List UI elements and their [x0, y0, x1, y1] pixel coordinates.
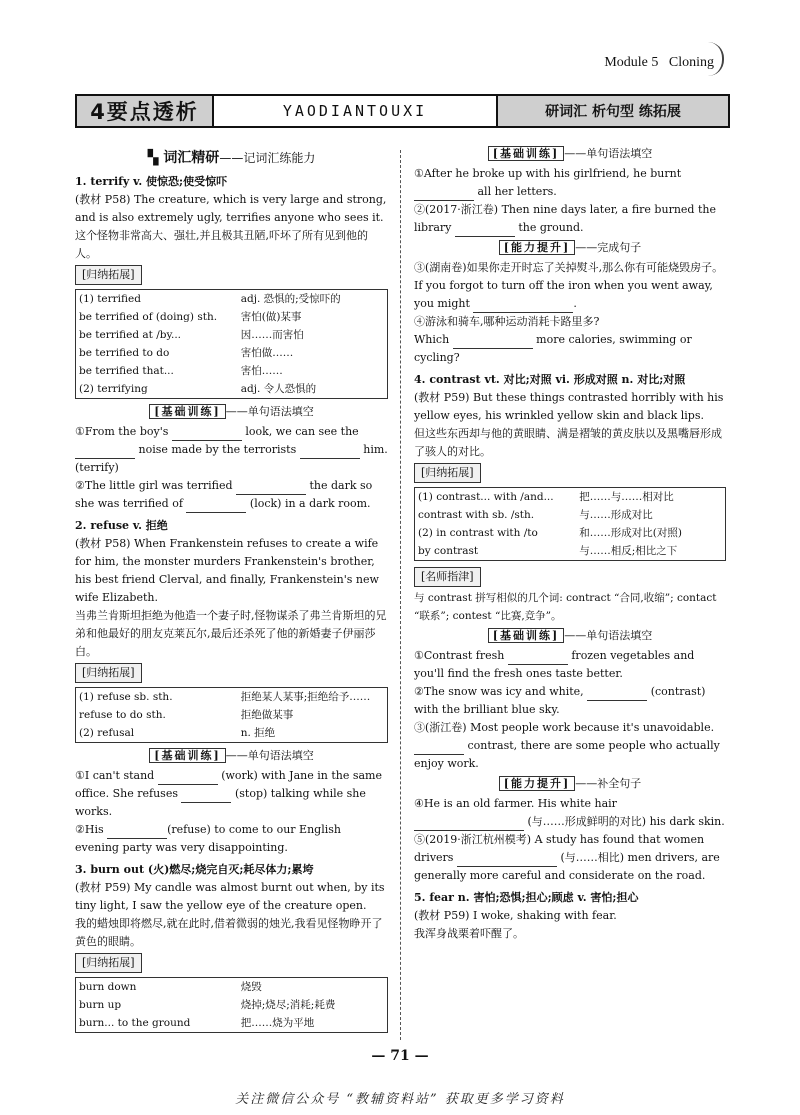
blank[interactable] — [181, 790, 231, 803]
blank[interactable] — [236, 482, 306, 495]
expansion-table — [75, 977, 388, 1033]
left-column — [75, 143, 388, 1037]
tag-mingshi: [名师指津] — [414, 567, 481, 587]
meaning-cell: 和……形成对比(对照) — [579, 527, 682, 539]
running-header — [604, 55, 714, 71]
exercise-item: ①From the boy's look, we can see the noise made by the terrorists him. (terrify) — [75, 425, 388, 474]
exercise-item: ②The little girl was terrified the dark so she was terrified of (lock) in a dark room. — [75, 477, 388, 513]
exercise-item: ④游泳和骑车,哪种运动消耗卡路里多? — [414, 315, 600, 328]
exercise-item: ①After he broke up with his girlfriend, he burnt all her letters. — [414, 165, 726, 201]
translation: 我浑身战栗着吓醒了。 — [414, 927, 524, 940]
entry-contrast: 4. contrast vt. 对比;对照 vi. 形成对照 n. 对比;对照 — [414, 373, 686, 386]
example-sentence: (教材 P59) My candle was almost burnt out when, by its tiny light, I saw the yellow eye of the creature open. — [75, 881, 385, 912]
meaning-cell: 把……与……相对比 — [579, 491, 674, 503]
exercise-item: ②The snow was icy and white, (contrast) with the brilliant blue sky. — [414, 685, 706, 716]
right-column — [414, 143, 726, 943]
table-row — [76, 688, 388, 707]
table-row — [76, 724, 388, 743]
exercise-heading: [能力提升] ——完成句子 — [414, 239, 726, 257]
section-title: ▚ 词汇精研——记词汇练能力 — [147, 150, 316, 166]
table-row — [415, 488, 726, 507]
phrase-cell: contrast with sb. /sth. — [418, 509, 535, 521]
blank[interactable] — [107, 826, 167, 839]
phrase-cell: by contrast — [418, 545, 479, 557]
banner-pinyin: YAODIANTOUXI — [282, 102, 428, 120]
table-row — [76, 996, 388, 1014]
meaning-cell: 害怕…… — [240, 365, 283, 377]
translation: 但这些东西却与他的黄眼睛、满是褶皱的黄皮肤以及黑嘴唇形成了骇人的对比。 — [414, 427, 722, 458]
header-ornament — [708, 42, 724, 76]
meaning-cell: n. 拒绝 — [240, 727, 276, 739]
blank[interactable] — [587, 688, 647, 701]
translation: 当弗兰肯斯坦拒绝为他造一个妻子时,怪物谋杀了弗兰肯斯坦的兄弟和他最好的朋友克莱瓦尔,最后还杀死了他的新婚妻子伊丽莎白。 — [75, 609, 387, 658]
blank[interactable] — [453, 336, 533, 349]
phrase-cell: (2) refusal — [79, 727, 135, 739]
exercise-item: ③(浙江卷) Most people work because it's unavoidable. contrast, there are some people who actually enjoy work. — [414, 721, 720, 770]
example-sentence: (教材 P59) But these things contrasted horribly with his yellow eyes, his wrinkled yellow skin and black lips. — [414, 391, 724, 422]
exercise-heading: [基础训练] ——单句语法填空 — [414, 627, 726, 645]
blank[interactable] — [172, 428, 242, 441]
exercise-item: Which more calories, swimming or cycling? — [414, 333, 692, 364]
entry-burn-out: 3. burn out (火)燃尽;烧完自灭;耗尽体力;累垮 — [75, 863, 314, 876]
expansion-table — [75, 289, 388, 399]
phrase-cell: be terrified at /by... — [79, 329, 182, 341]
entry-terrify: 1. terrify v. 使惊恐;使受惊吓 — [75, 175, 228, 188]
expansion-table — [75, 687, 388, 743]
example-sentence: (教材 P59) I woke, shaking with fear. — [414, 909, 617, 922]
tag-guina: [归纳拓展] — [75, 663, 142, 683]
meaning-cell: adj. 令人恐惧的 — [240, 383, 317, 395]
exercise-item: ②His (refuse) to come to our English evening party was very disappointing. — [75, 823, 341, 854]
section-banner — [75, 94, 730, 128]
blank[interactable] — [455, 224, 515, 237]
table-row — [415, 506, 726, 524]
table-row — [76, 326, 388, 344]
topic-label: Cloning — [668, 55, 714, 70]
meaning-cell: 与……相反;相比之下 — [579, 545, 678, 557]
exercise-heading: [基础训练] ——单句语法填空 — [75, 403, 388, 421]
expansion-table — [414, 487, 726, 561]
table-row — [415, 524, 726, 542]
blank[interactable] — [414, 742, 464, 755]
table-row — [76, 308, 388, 326]
phrase-cell: be terrified to do — [79, 347, 170, 359]
tag-guina: [归纳拓展] — [75, 265, 142, 285]
phrase-cell: (1) terrified — [79, 293, 141, 305]
exercise-heading: [能力提升] ——补全句子 — [414, 775, 726, 793]
blank[interactable] — [75, 446, 135, 459]
phrase-cell: be terrified that... — [79, 365, 174, 377]
meaning-cell: 烧毁 — [240, 981, 262, 993]
table-row — [76, 978, 388, 997]
blank[interactable] — [457, 854, 557, 867]
table-row — [415, 542, 726, 561]
meaning-cell: 拒绝做某事 — [240, 709, 294, 721]
banner-title: 4要点透析 — [77, 96, 214, 126]
translation: 我的蜡烛即将燃尽,就在此时,借着微弱的烛光,我看见怪物睁开了黄色的眼睛。 — [75, 917, 383, 948]
phrase-cell: (2) terrifying — [79, 383, 148, 395]
exercise-item: ②(2017·浙江卷) Then nine days later, a fire burned the library the ground. — [414, 201, 726, 237]
exercise-heading: [基础训练] ——单句语法填空 — [75, 747, 388, 765]
table-row — [76, 362, 388, 380]
entry-fear: 5. fear n. 害怕;恐惧;担心;顾虑 v. 害怕;担心 — [414, 891, 639, 904]
meaning-cell: 拒绝某人某事;拒绝给予…… — [240, 691, 371, 703]
module-label: Module 5 — [604, 55, 659, 70]
footer-watermark: 关注微信公众号 “教辅资料站” 获取更多学习资料 — [235, 1092, 565, 1107]
exercise-item: ①I can't stand (work) with Jane in the same office. She refuses (stop) talking while she works. — [75, 769, 382, 818]
blank[interactable] — [473, 300, 573, 313]
translation: 这个怪物非常高大、强壮,并且极其丑陋,吓坏了所有见到他的人。 — [75, 229, 368, 260]
example-sentence: (教材 P58) The creature, which is very large and strong, and is also extremely ugly, terrifies anyone who sees it. — [75, 193, 387, 224]
meaning-cell: 害怕(做)某事 — [240, 311, 302, 323]
phrase-cell: (1) refuse sb. sth. — [79, 691, 173, 703]
phrase-cell: (2) in contrast with /to — [418, 527, 538, 539]
column-divider — [400, 150, 401, 1040]
table-row — [76, 380, 388, 399]
meaning-cell: 因……而害怕 — [240, 329, 304, 341]
page-number: — 71 — — [371, 1048, 429, 1064]
phrase-cell: (1) contrast... with /and... — [418, 491, 554, 503]
phrase-cell: burn down — [79, 981, 137, 993]
tag-guina: [归纳拓展] — [414, 463, 481, 483]
exercise-item: If you forgot to turn off the iron when you went away, you might . — [414, 277, 726, 313]
meaning-cell: 烧掉;烧尽;消耗;耗费 — [240, 999, 336, 1011]
exercise-heading: [基础训练] ——单句语法填空 — [414, 145, 726, 163]
phrase-cell: burn up — [79, 999, 122, 1011]
table-row — [76, 1014, 388, 1033]
blank[interactable] — [414, 188, 474, 201]
meaning-cell: adj. 恐惧的;受惊吓的 — [240, 293, 341, 305]
book-icon: ▚ — [147, 150, 159, 166]
meaning-cell: 与……形成对比 — [579, 509, 653, 521]
exercise-item: ⑤(2019·浙江杭州模考) A study has found that women drivers (与……相比) men drivers, are generally more careful and considerate on the road. — [414, 833, 720, 882]
teacher-tip: 与 contrast 拼写相似的几个词: contract “合同,收缩”; contact “联系”; contest “比赛,竞争”。 — [414, 592, 717, 622]
blank[interactable] — [158, 772, 218, 785]
example-sentence: (教材 P58) When Frankenstein refuses to create a wife for him, the monster murders Frankenstein's brother, his best friend Clerval, and finally, Frankenstein's new wife Elizabeth. — [75, 537, 379, 604]
exercise-item: ④He is an old farmer. His white hair (与……形成鲜明的对比) his dark skin. — [414, 795, 726, 831]
meaning-cell: 害怕做…… — [240, 347, 294, 359]
phrase-cell: refuse to do sth. — [79, 709, 166, 721]
phrase-cell: be terrified of (doing) sth. — [79, 311, 218, 323]
blank[interactable] — [414, 818, 524, 831]
table-row — [76, 290, 388, 309]
meaning-cell: 把……烧为平地 — [240, 1017, 315, 1029]
blank[interactable] — [300, 446, 360, 459]
banner-subtitle: 研词汇 析句型 练拓展 — [496, 96, 728, 126]
blank[interactable] — [186, 500, 246, 513]
phrase-cell: burn... to the ground — [79, 1017, 191, 1029]
exercise-item: ③(湖南卷)如果你走开时忘了关掉熨斗,那么你有可能烧毁房子。 — [414, 261, 724, 274]
entry-refuse: 2. refuse v. 拒绝 — [75, 519, 168, 532]
tag-guina: [归纳拓展] — [75, 953, 142, 973]
table-row — [76, 344, 388, 362]
table-row — [76, 706, 388, 724]
exercise-item: ①Contrast fresh frozen vegetables and you'll find the fresh ones taste better. — [414, 649, 695, 680]
blank[interactable] — [508, 652, 568, 665]
